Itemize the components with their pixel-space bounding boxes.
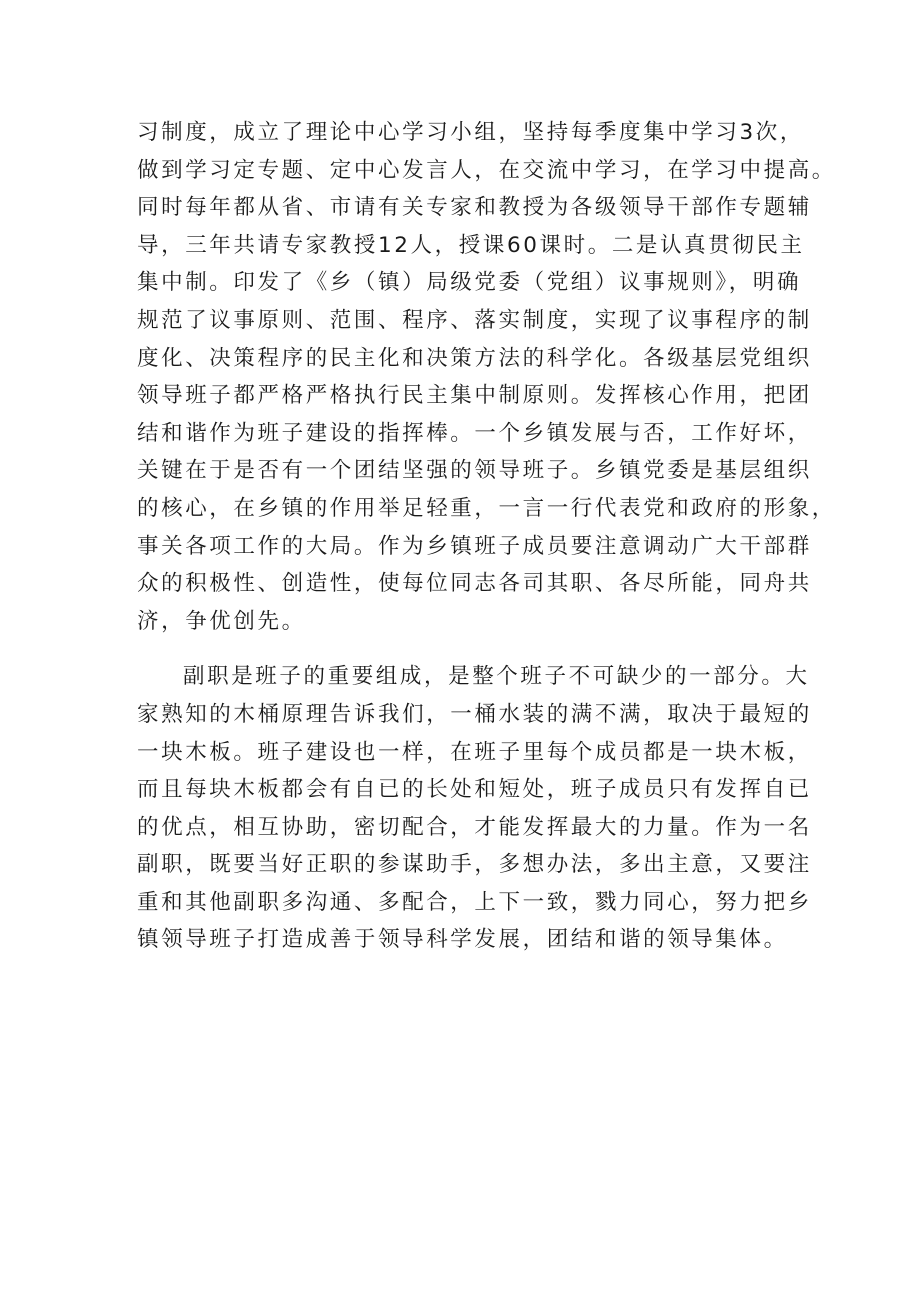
text-line: 众的积极性、创造性，使每位同志各司其职、各尽所能，同舟共 xyxy=(137,571,812,597)
text-line: 家熟知的木桶原理告诉我们，一桶水装的满不满，取决于最短的 xyxy=(137,701,812,727)
paragraph-study-system xyxy=(137,114,836,640)
paragraph-deputy-role xyxy=(137,658,812,959)
text-line: 规范了议事原则、范围、程序、落实制度，实现了议事程序的制 xyxy=(137,307,812,333)
text-line: 习制度，成立了理论中心学习小组，坚持每季度集中学习3次， xyxy=(137,120,804,145)
text-line: 领导班子都严格严格执行民主集中制原则。发挥核心作用，把团 xyxy=(137,383,812,409)
text-line: 做到学习定专题、定中心发言人，在交流中学习，在学习中提高。 xyxy=(137,157,836,183)
text-line: 导，三年共请专家教授12人，授课60课时。二是认真贯彻民主 xyxy=(137,232,805,258)
document-body xyxy=(137,114,836,959)
paragraph-spacer xyxy=(137,640,797,658)
text-line: 副职，既要当好正职的参谋助手，多想办法，多出主意，又要注 xyxy=(137,852,812,878)
text-line: 结和谐作为班子建设的指挥棒。一个乡镇发展与否，工作好坏， xyxy=(137,420,812,446)
text-line: 镇领导班子打造成善于领导科学发展，团结和谐的领导集体。 xyxy=(137,927,788,953)
text-line: 同时每年都从省、市请有关专家和教授为各级领导干部作专题辅 xyxy=(137,195,812,221)
text-line: 济，争优创先。 xyxy=(137,608,306,634)
text-line: 重和其他副职多沟通、多配合，上下一致，戮力同心，努力把乡 xyxy=(137,889,812,915)
text-line: 度化、决策程序的民主化和决策方法的科学化。各级基层党组织 xyxy=(137,345,812,371)
text-line: 的优点，相互协助，密切配合，才能发挥最大的力量。作为一名 xyxy=(137,814,812,840)
text-line: 一块木板。班子建设也一样，在班子里每个成员都是一块木板， xyxy=(137,739,812,765)
text-line: 事关各项工作的大局。作为乡镇班子成员要注意调动广大干部群 xyxy=(137,533,812,559)
text-line: 而且每块木板都会有自已的长处和短处，班子成员只有发挥自已 xyxy=(137,777,812,803)
text-line: 关键在于是否有一个团结坚强的领导班子。乡镇党委是基层组织 xyxy=(137,458,812,484)
text-line-indented: 副职是班子的重要组成，是整个班子不可缺少的一部分。大 xyxy=(183,664,810,690)
text-line: 集中制。印发了《乡（镇）局级党委（党组）议事规则》，明确 xyxy=(137,270,802,296)
text-line: 的核心，在乡镇的作用举足轻重，一言一行代表党和政府的形象， xyxy=(137,495,836,521)
